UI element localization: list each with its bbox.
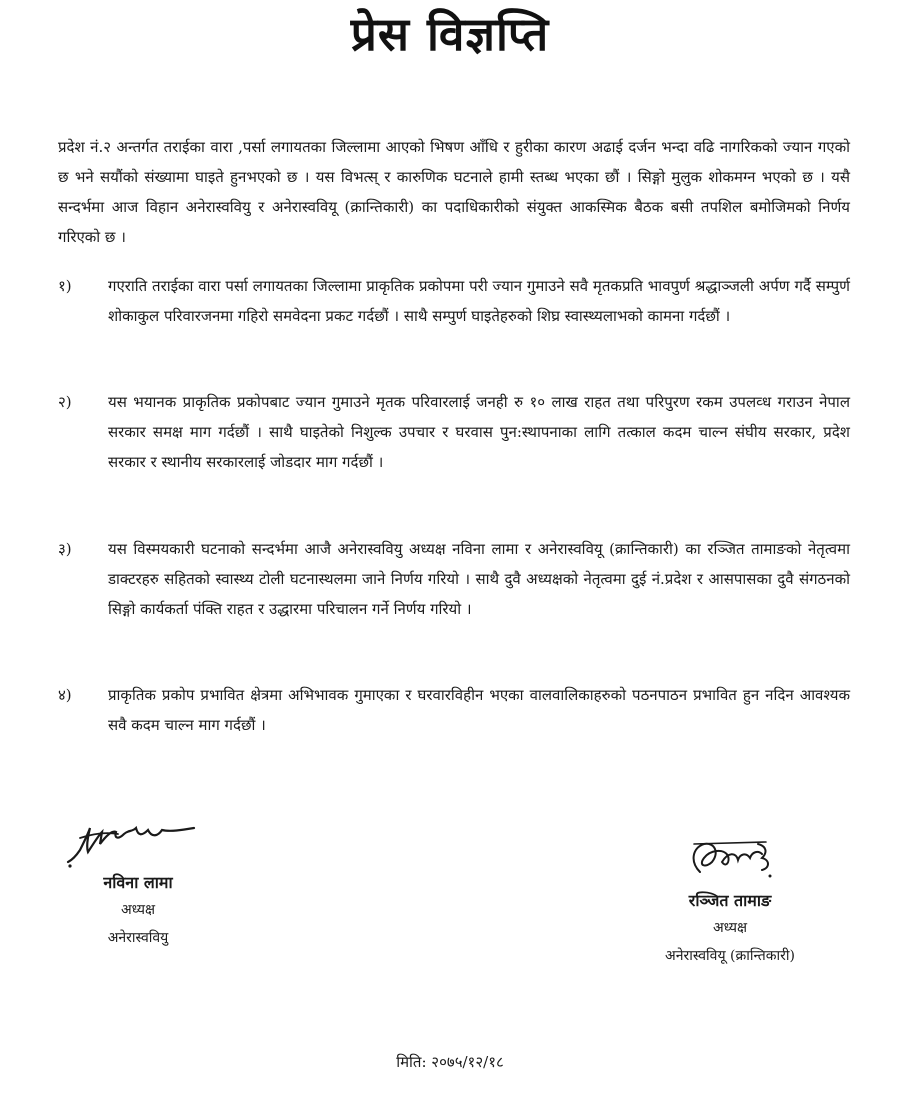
- signatory-organization: अनेरास्ववियु: [107, 930, 169, 946]
- signatory-role: अध्यक्ष: [120, 902, 156, 918]
- point-text: यस विस्मयकारी घटनाको सन्दर्भमा आजै अनेरास्ववियु अध्यक्ष नविना लामा र अनेरास्ववियू (क्रान्तिकारी) का रञ्जित तामाङको नेतृत्वमा डाक्टरहरु सहितको स्वास्थ्य टोली घटनास्थलमा जाने निर्णय गरियो । साथै दुवै अध्यक्षको नेतृत्वमा दुई नं.प्रदेश र आसपासका दुवै संगठनको सिङ्गो कार्यकर्ता पंक्ति राहत र उद्धारमा परिचालन गर्ने निर्णय गरियो ।: [108, 540, 850, 618]
- point-number: ४): [58, 686, 72, 704]
- handwritten-signature: [58, 812, 218, 870]
- point-text: यस भयानक प्राकृतिक प्रकोपबाट ज्यान गुमाउने मृतक परिवारलाई जनही रु १० लाख राहत तथा परिपुरण रकम उपलव्ध गराउन नेपाल सरकार समक्ष माग गर्दछौं । साथै घाइतेको निशुल्क उपचार र घरवास पुन:स्थापनाका लागि तत्काल कदम चाल्न संघीय सरकार, प्रदेश सरकार र स्थानीय सरकारलाई जोडदार माग गर्दछौं ।: [108, 393, 850, 471]
- point-number: १): [58, 277, 72, 295]
- point-number: २): [58, 393, 72, 411]
- signatory-organization: अनेरास्ववियू (क्रान्तिकारी): [665, 948, 795, 964]
- decision-point-3: [58, 534, 850, 624]
- intro-paragraph: प्रदेश नं.२ अन्तर्गत तराईका वारा ,पर्सा लगायतका जिल्लामा आएको भिषण आँधि र हुरीका कारण अढाई दर्जन भन्दा वढि नागरिकको ज्यान गएको छ भने सयौंको संख्यामा घाइते हुनभएको छ । यस विभत्स् र कारुणिक घटनाले हामी स्तब्ध भएका छौं । सिङ्गो मुलुक शोकमग्न भएको छ । यसै सन्दर्भमा आज विहान अनेरास्ववियु र अनेरास्ववियू (क्रान्तिकारी) का पदाधिकारीको संयुक्त आकस्मिक बैठक बसी तपशिल बमोजिमको निर्णय गरिएको छ ।: [58, 138, 850, 246]
- signatory-name: रञ्जित तामाङ: [688, 891, 772, 910]
- handwritten-signature: [670, 822, 790, 888]
- signatory-left: [58, 812, 218, 952]
- page-title: प्रेस विज्ञप्ति: [350, 7, 550, 61]
- decision-point-1: [58, 271, 850, 331]
- decision-point-2: [58, 387, 850, 477]
- point-text: प्राकृतिक प्रकोप प्रभावित क्षेत्रमा अभिभावक गुमाएका र घरवारविहीन भएका वालवालिकाहरुको पठनपाठन प्रभावित हुन नदिन आवश्यक सवै कदम चाल्न माग गर्दछौं ।: [108, 686, 850, 734]
- decision-point-4: [58, 680, 850, 740]
- signatory-right: [630, 822, 830, 970]
- signatory-role: अध्यक्ष: [712, 920, 748, 936]
- point-number: ३): [58, 540, 72, 558]
- document-date: मिति: २०७५/१२/१८: [396, 1053, 504, 1071]
- point-text: गएराति तराईका वारा पर्सा लगायतका जिल्लामा प्राकृतिक प्रकोपमा परी ज्यान गुमाउने सवै मृतकप्रति भावपुर्ण श्रद्धाञ्जली अर्पण गर्दै सम्पुर्ण शोकाकुल परिवारजनमा गहिरो समवेदना प्रकट गर्दछौं । साथै सम्पुर्ण घाइतेहरुको शिघ्र स्वास्थ्यलाभको कामना गर्दछौं ।: [108, 277, 850, 325]
- signatory-name: नविना लामा: [103, 873, 173, 892]
